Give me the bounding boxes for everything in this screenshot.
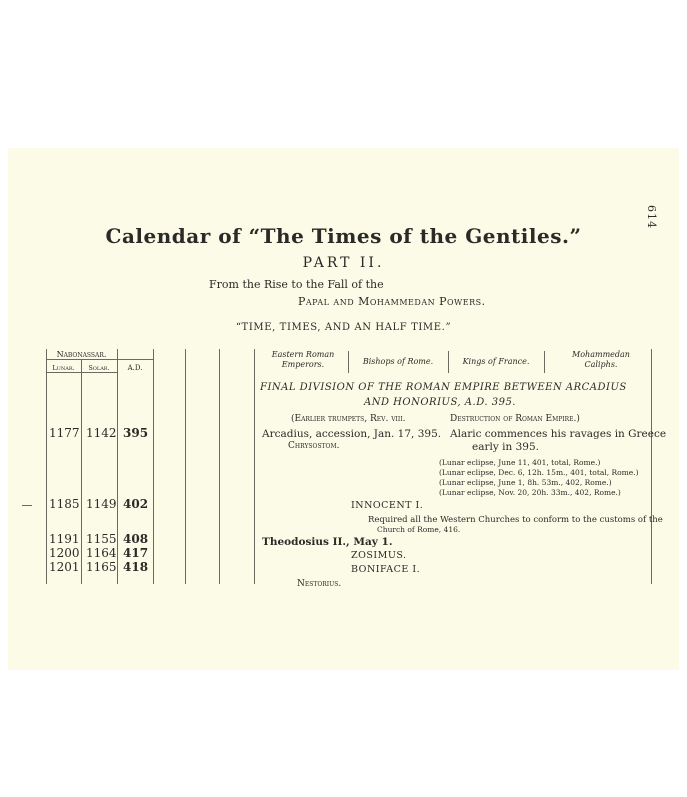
solar-year: 1149 xyxy=(86,497,117,511)
subtitle-line-1: From the Rise to the Fall of the xyxy=(209,278,384,291)
page-number: 614 xyxy=(645,205,658,229)
column-rule xyxy=(117,349,118,584)
ad-year: 418 xyxy=(123,560,149,574)
header-divider xyxy=(348,351,349,373)
page-title: Calendar of “The Times of the Gentiles.” xyxy=(105,224,582,248)
final-division-heading-cont: AND HONORIUS, A.D. 395. xyxy=(364,397,516,408)
row-marker xyxy=(22,505,32,506)
required-note: Required all the Western Churches to conform to the customs of the xyxy=(368,515,663,525)
column-rule xyxy=(46,349,47,584)
zosimus-entry: ZOSIMUS. xyxy=(351,550,407,561)
subtitle-line-2: Papal and Mohammedan Powers. xyxy=(298,295,486,308)
solar-year: 1155 xyxy=(86,532,117,546)
destruction-note: Destruction of Roman Empire.) xyxy=(450,414,580,424)
column-rule xyxy=(81,360,82,584)
header-bishops: Bishops of Rome. xyxy=(362,357,434,366)
lunar-year: 1177 xyxy=(49,426,80,440)
header-ad: A.D. xyxy=(127,364,143,372)
nestorius-entry: Nestorius. xyxy=(297,579,342,589)
header-divider xyxy=(448,351,449,373)
header-solar: Solar. xyxy=(88,364,110,372)
header-kings: Kings of France. xyxy=(462,357,530,366)
eclipse-note: (Lunar eclipse, Nov. 20, 20h. 33m., 402, Rome.) xyxy=(439,488,621,497)
ad-year: 408 xyxy=(123,532,149,546)
solar-year: 1142 xyxy=(86,426,117,440)
final-division-heading: FINAL DIVISION OF THE ROMAN EMPIRE BETWEEN ARCADIUS xyxy=(260,382,627,393)
ad-year: 417 xyxy=(123,546,149,560)
alaric-entry-cont: early in 395. xyxy=(472,441,539,453)
earlier-trumpets-note: (Earlier trumpets, Rev. viii. xyxy=(291,414,406,424)
column-rule xyxy=(185,349,186,584)
arcadius-entry: Arcadius, accession, Jan. 17, 395. xyxy=(262,428,442,440)
eclipse-note: (Lunar eclipse, June 1, 8h. 53m., 402, Rome.) xyxy=(439,478,612,487)
eclipse-note: (Lunar eclipse, June 11, 401, total, Rome.) xyxy=(439,458,601,467)
eclipse-note: (Lunar eclipse, Dec. 6, 12h. 15m., 401, total, Rome.) xyxy=(439,468,639,477)
part-heading: PART II. xyxy=(302,255,385,271)
ad-year: 395 xyxy=(123,426,149,440)
boniface-entry: BONIFACE I. xyxy=(351,564,421,575)
ad-year: 402 xyxy=(123,497,149,511)
innocent-entry: INNOCENT I. xyxy=(351,500,424,511)
subtitle-line-3: “TIME, TIMES, AND AN HALF TIME.” xyxy=(235,322,452,333)
book-page xyxy=(8,148,679,670)
column-rule xyxy=(153,349,154,584)
required-note-cont: Church of Rome, 416. xyxy=(377,525,461,534)
header-nabonassar: Nabonassar. xyxy=(56,350,107,359)
lunar-year: 1191 xyxy=(49,532,80,546)
column-rule xyxy=(254,349,255,584)
solar-year: 1164 xyxy=(86,546,117,560)
header-eastern-emperors: Eastern Roman Emperors. xyxy=(271,350,335,369)
lunar-year: 1185 xyxy=(49,497,80,511)
column-rule xyxy=(219,349,220,584)
theodosius-entry: Theodosius II., May 1. xyxy=(262,536,393,548)
chrysostom-entry: Chrysostom. xyxy=(288,441,340,451)
header-lunar: Lunar. xyxy=(52,364,75,372)
alaric-entry: Alaric commences his ravages in Greece xyxy=(450,428,667,440)
solar-year: 1165 xyxy=(86,560,117,574)
column-rule xyxy=(651,349,652,584)
header-divider xyxy=(544,351,545,373)
header-caliphs: Mohammedan Caliphs. xyxy=(572,350,630,369)
lunar-year: 1201 xyxy=(49,560,80,574)
lunar-year: 1200 xyxy=(49,546,80,560)
